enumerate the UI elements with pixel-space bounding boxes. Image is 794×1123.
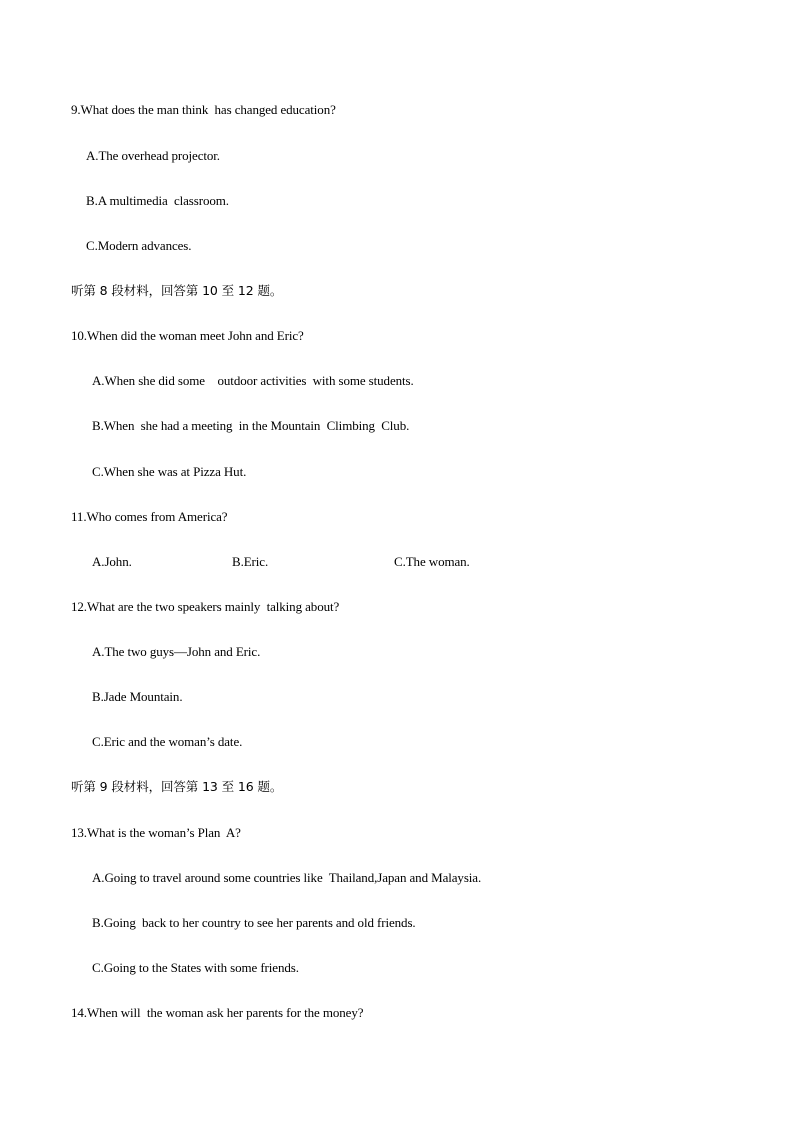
question-10-option-c: C.When she was at Pizza Hut. [92, 464, 247, 479]
question-13-option-b: B.Going back to her country to see her parents and old friends. [92, 915, 416, 930]
question-11-option-a: A.John. [92, 554, 132, 569]
question-13-stem: 13.What is the woman’s Plan A? [71, 825, 241, 840]
question-12-option-c: C.Eric and the woman’s date. [92, 734, 243, 749]
question-9-option-a: A.The overhead projector. [86, 148, 220, 163]
question-9-option-c: C.Modern advances. [86, 238, 192, 253]
question-10-stem: 10.When did the woman meet John and Eric? [71, 328, 304, 343]
question-10-option-b: B.When she had a meeting in the Mountain Climbing Club. [92, 418, 410, 433]
question-12-stem: 12.What are the two speakers mainly talking about? [71, 599, 340, 614]
question-9-stem: 9.What does the man think has changed education? [71, 102, 336, 117]
question-14-stem: 14.When will the woman ask her parents for the money? [71, 1005, 364, 1020]
question-11-option-b: B.Eric. [232, 554, 269, 569]
question-13-option-c: C.Going to the States with some friends. [92, 960, 299, 975]
question-13-option-a: A.Going to travel around some countries like Thailand,Japan and Malaysia. [92, 870, 482, 885]
question-11-stem: 11.Who comes from America? [71, 509, 228, 524]
question-12-option-b: B.Jade Mountain. [92, 689, 183, 704]
question-11-option-c: C.The woman. [394, 554, 470, 569]
question-10-option-a: A.When she did some outdoor activities with some students. [92, 373, 414, 388]
question-12-option-a: A.The two guys—John and Eric. [92, 644, 261, 659]
question-9-option-b: B.A multimedia classroom. [86, 193, 229, 208]
section-9-heading: 听第 9 段材料，回答第 13 至 16 题。 [71, 779, 283, 794]
section-8-heading: 听第 8 段材料，回答第 10 至 12 题。 [71, 283, 283, 298]
